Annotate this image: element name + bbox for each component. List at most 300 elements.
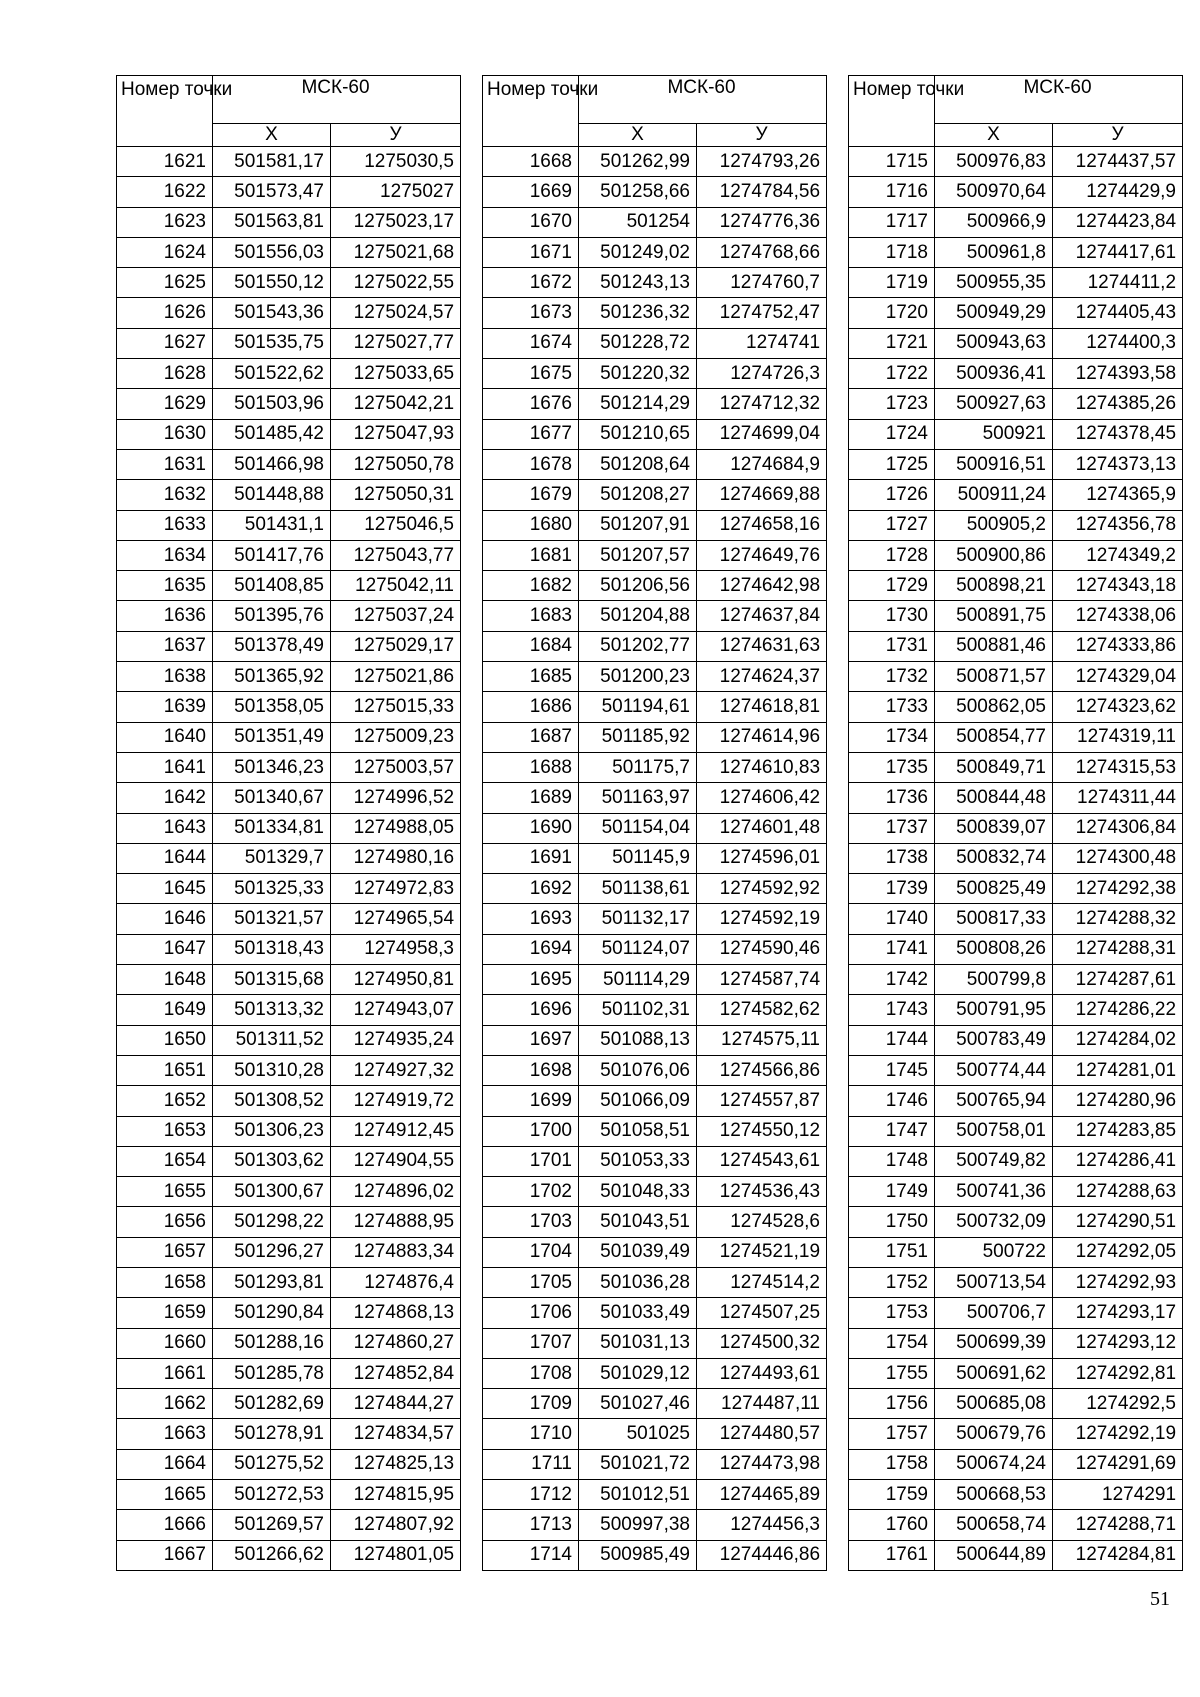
- y-coordinate-cell: 1274286,22: [1053, 995, 1183, 1025]
- y-coordinate-cell: 1274283,85: [1053, 1116, 1183, 1146]
- table-row: [849, 995, 1183, 1025]
- x-coordinate-cell: 501207,57: [579, 540, 697, 570]
- y-coordinate-cell: 1274624,37: [697, 662, 827, 692]
- point-number-cell: 1655: [117, 1177, 213, 1207]
- table-row: [483, 631, 827, 661]
- table-row: [483, 359, 827, 389]
- y-coordinate-cell: 1274669,88: [697, 480, 827, 510]
- x-coordinate-cell: 501395,76: [213, 601, 331, 631]
- y-coordinate-cell: 1274852,84: [331, 1358, 461, 1388]
- table-row: [483, 692, 827, 722]
- x-coordinate-cell: 501275,52: [213, 1449, 331, 1479]
- y-coordinate-cell: 1274844,27: [331, 1389, 461, 1419]
- point-number-cell: 1676: [483, 389, 579, 419]
- point-number-cell: 1685: [483, 662, 579, 692]
- point-number-cell: 1708: [483, 1358, 579, 1388]
- point-number-cell: 1669: [483, 177, 579, 207]
- point-number-cell: 1667: [117, 1540, 213, 1570]
- table-row: [483, 510, 827, 540]
- table-row: [117, 419, 461, 449]
- point-number-cell: 1675: [483, 359, 579, 389]
- y-coordinate-cell: 1275047,93: [331, 419, 461, 449]
- y-coordinate-cell: 1275015,33: [331, 692, 461, 722]
- point-number-cell: 1713: [483, 1510, 579, 1540]
- point-number-cell: 1727: [849, 510, 935, 540]
- table-row: [483, 1419, 827, 1449]
- table-row: [849, 1055, 1183, 1085]
- table-row: [483, 1146, 827, 1176]
- x-coordinate-cell: 501194,61: [579, 692, 697, 722]
- x-coordinate-cell: 501012,51: [579, 1480, 697, 1510]
- table-row: [849, 692, 1183, 722]
- x-coordinate-cell: 501431,1: [213, 510, 331, 540]
- y-coordinate-cell: 1275043,77: [331, 540, 461, 570]
- point-number-cell: 1626: [117, 298, 213, 328]
- y-coordinate-cell: 1274883,34: [331, 1237, 461, 1267]
- point-number-cell: 1636: [117, 601, 213, 631]
- x-coordinate-cell: 500808,26: [935, 934, 1053, 964]
- table-row: [849, 1025, 1183, 1055]
- x-coordinate-cell: 501132,17: [579, 904, 697, 934]
- point-number-cell: 1695: [483, 965, 579, 995]
- x-coordinate-cell: 501503,96: [213, 389, 331, 419]
- table-row: [117, 1146, 461, 1176]
- x-coordinate-cell: 500758,01: [935, 1116, 1053, 1146]
- table-row: [483, 843, 827, 873]
- point-number-cell: 1689: [483, 783, 579, 813]
- point-number-cell: 1628: [117, 359, 213, 389]
- table-row: [117, 328, 461, 358]
- y-coordinate-cell: 1274393,58: [1053, 359, 1183, 389]
- point-number-cell: 1753: [849, 1298, 935, 1328]
- table-row: [483, 722, 827, 752]
- point-number-cell: 1668: [483, 147, 579, 177]
- table-row: [849, 268, 1183, 298]
- point-number-cell: 1714: [483, 1540, 579, 1570]
- x-coordinate-cell: 501272,53: [213, 1480, 331, 1510]
- y-coordinate-cell: 1274284,81: [1053, 1540, 1183, 1570]
- table-row: [117, 480, 461, 510]
- point-number-cell: 1687: [483, 722, 579, 752]
- x-coordinate-cell: 501340,67: [213, 783, 331, 813]
- point-number-cell: 1625: [117, 268, 213, 298]
- table-row: [849, 904, 1183, 934]
- x-coordinate-cell: 501220,32: [579, 359, 697, 389]
- y-coordinate-cell: 1275009,23: [331, 722, 461, 752]
- table-row: [483, 662, 827, 692]
- table-row: [117, 1358, 461, 1388]
- table-row: [117, 1177, 461, 1207]
- point-number-cell: 1678: [483, 449, 579, 479]
- y-coordinate-cell: 1274557,87: [697, 1086, 827, 1116]
- table-row: [849, 631, 1183, 661]
- table-row: [117, 298, 461, 328]
- x-coordinate-cell: 501249,02: [579, 237, 697, 267]
- y-coordinate-cell: 1274965,54: [331, 904, 461, 934]
- x-coordinate-cell: 501033,49: [579, 1298, 697, 1328]
- point-number-cell: 1726: [849, 480, 935, 510]
- x-coordinate-cell: 500691,62: [935, 1358, 1053, 1388]
- y-coordinate-cell: 1274292,5: [1053, 1389, 1183, 1419]
- point-number-cell: 1710: [483, 1419, 579, 1449]
- point-number-cell: 1743: [849, 995, 935, 1025]
- page-number: 51: [1150, 1588, 1170, 1610]
- y-coordinate-cell: 1274288,32: [1053, 904, 1183, 934]
- table-row: [483, 1267, 827, 1297]
- x-coordinate-cell: 500774,44: [935, 1055, 1053, 1085]
- point-number-cell: 1679: [483, 480, 579, 510]
- y-coordinate-cell: 1274904,55: [331, 1146, 461, 1176]
- x-coordinate-cell: 501066,09: [579, 1086, 697, 1116]
- table-row: [483, 268, 827, 298]
- table-row: [849, 874, 1183, 904]
- x-coordinate-cell: 501573,47: [213, 177, 331, 207]
- x-coordinate-cell: 500849,71: [935, 752, 1053, 782]
- point-number-cell: 1761: [849, 1540, 935, 1570]
- x-coordinate-cell: 501036,28: [579, 1267, 697, 1297]
- point-number-cell: 1734: [849, 722, 935, 752]
- x-coordinate-cell: 501300,67: [213, 1177, 331, 1207]
- x-coordinate-cell: 500644,89: [935, 1540, 1053, 1570]
- point-number-cell: 1652: [117, 1086, 213, 1116]
- table-row: [117, 571, 461, 601]
- table-row: [117, 449, 461, 479]
- point-number-cell: 1720: [849, 298, 935, 328]
- table-row: [117, 783, 461, 813]
- table-row: [483, 752, 827, 782]
- y-coordinate-cell: 1274596,01: [697, 843, 827, 873]
- point-number-cell: 1706: [483, 1298, 579, 1328]
- x-coordinate-cell: 501228,72: [579, 328, 697, 358]
- point-number-cell: 1738: [849, 843, 935, 873]
- table-row: [849, 1480, 1183, 1510]
- table-row: [117, 722, 461, 752]
- point-number-cell: 1715: [849, 147, 935, 177]
- x-coordinate-cell: 501378,49: [213, 631, 331, 661]
- x-coordinate-cell: 501466,98: [213, 449, 331, 479]
- table-row: [117, 1267, 461, 1297]
- header-coordinate-system: МСК-60: [935, 76, 1183, 124]
- table-row: [849, 1328, 1183, 1358]
- y-coordinate-cell: 1274291: [1053, 1480, 1183, 1510]
- table-row: [849, 389, 1183, 419]
- y-coordinate-cell: 1274752,47: [697, 298, 827, 328]
- point-number-cell: 1723: [849, 389, 935, 419]
- y-coordinate-cell: 1274543,61: [697, 1146, 827, 1176]
- y-coordinate-cell: 1274807,92: [331, 1510, 461, 1540]
- y-coordinate-cell: 1274601,48: [697, 813, 827, 843]
- table-row: [117, 1449, 461, 1479]
- y-coordinate-cell: 1274614,96: [697, 722, 827, 752]
- table-row: [117, 237, 461, 267]
- y-coordinate-cell: 1274996,52: [331, 783, 461, 813]
- x-coordinate-cell: 500898,21: [935, 571, 1053, 601]
- point-number-cell: 1731: [849, 631, 935, 661]
- x-coordinate-cell: 500783,49: [935, 1025, 1053, 1055]
- y-coordinate-cell: 1274521,19: [697, 1237, 827, 1267]
- y-coordinate-cell: 1274658,16: [697, 510, 827, 540]
- table-row: [483, 298, 827, 328]
- point-number-cell: 1704: [483, 1237, 579, 1267]
- y-coordinate-cell: 1274333,86: [1053, 631, 1183, 661]
- point-number-cell: 1759: [849, 1480, 935, 1510]
- table-row: [849, 1207, 1183, 1237]
- header-coordinate-system: МСК-60: [579, 76, 827, 124]
- header-point-number: Номер точки: [483, 76, 579, 147]
- table-row: [117, 1540, 461, 1570]
- x-coordinate-cell: 500900,86: [935, 540, 1053, 570]
- y-coordinate-cell: 1275021,68: [331, 237, 461, 267]
- table-row: [849, 571, 1183, 601]
- point-number-cell: 1758: [849, 1449, 935, 1479]
- point-number-cell: 1671: [483, 237, 579, 267]
- y-coordinate-cell: 1275027,77: [331, 328, 461, 358]
- point-number-cell: 1660: [117, 1328, 213, 1358]
- point-number-cell: 1699: [483, 1086, 579, 1116]
- point-number-cell: 1696: [483, 995, 579, 1025]
- point-number-cell: 1691: [483, 843, 579, 873]
- y-coordinate-cell: 1274373,13: [1053, 449, 1183, 479]
- table-row: [849, 540, 1183, 570]
- x-coordinate-cell: 500817,33: [935, 904, 1053, 934]
- table-row: [849, 1086, 1183, 1116]
- point-number-cell: 1694: [483, 934, 579, 964]
- point-number-cell: 1623: [117, 207, 213, 237]
- y-coordinate-cell: 1274507,25: [697, 1298, 827, 1328]
- table-row: [849, 813, 1183, 843]
- table-row: [117, 1055, 461, 1085]
- point-number-cell: 1722: [849, 359, 935, 389]
- y-coordinate-cell: 1275030,5: [331, 147, 461, 177]
- y-coordinate-cell: 1274550,12: [697, 1116, 827, 1146]
- table-row: [117, 631, 461, 661]
- x-coordinate-cell: 501124,07: [579, 934, 697, 964]
- x-coordinate-cell: 501358,05: [213, 692, 331, 722]
- y-coordinate-cell: 1274315,53: [1053, 752, 1183, 782]
- x-coordinate-cell: 501021,72: [579, 1449, 697, 1479]
- point-number-cell: 1739: [849, 874, 935, 904]
- header-point-number: Номер точки: [117, 76, 213, 147]
- x-coordinate-cell: 500936,41: [935, 359, 1053, 389]
- table-row: [483, 1025, 827, 1055]
- point-number-cell: 1690: [483, 813, 579, 843]
- table-row: [483, 237, 827, 267]
- table-row: [117, 1419, 461, 1449]
- table-row: [483, 328, 827, 358]
- x-coordinate-cell: 501293,81: [213, 1267, 331, 1297]
- y-coordinate-cell: 1275029,17: [331, 631, 461, 661]
- x-coordinate-cell: 500976,83: [935, 147, 1053, 177]
- point-number-cell: 1712: [483, 1480, 579, 1510]
- table-row: [483, 1328, 827, 1358]
- x-coordinate-cell: 501076,06: [579, 1055, 697, 1085]
- table-row: [483, 1207, 827, 1237]
- table-row: [483, 207, 827, 237]
- x-coordinate-cell: 500765,94: [935, 1086, 1053, 1116]
- coordinates-table-2: [482, 75, 827, 1571]
- y-coordinate-cell: 1274684,9: [697, 449, 827, 479]
- y-coordinate-cell: 1274776,36: [697, 207, 827, 237]
- y-coordinate-cell: 1275050,31: [331, 480, 461, 510]
- point-number-cell: 1692: [483, 874, 579, 904]
- x-coordinate-cell: 501027,46: [579, 1389, 697, 1419]
- table-row: [117, 995, 461, 1025]
- x-coordinate-cell: 501550,12: [213, 268, 331, 298]
- point-number-cell: 1635: [117, 571, 213, 601]
- table-row: [117, 1389, 461, 1419]
- x-coordinate-cell: 500844,48: [935, 783, 1053, 813]
- x-coordinate-cell: 501298,22: [213, 1207, 331, 1237]
- y-coordinate-cell: 1274281,01: [1053, 1055, 1183, 1085]
- y-coordinate-cell: 1274768,66: [697, 237, 827, 267]
- header-y: У: [331, 124, 461, 147]
- y-coordinate-cell: 1274292,38: [1053, 874, 1183, 904]
- y-coordinate-cell: 1274288,63: [1053, 1177, 1183, 1207]
- y-coordinate-cell: 1274834,57: [331, 1419, 461, 1449]
- table-row: [849, 1449, 1183, 1479]
- y-coordinate-cell: 1274876,4: [331, 1267, 461, 1297]
- header-point-number: Номер точки: [849, 76, 935, 147]
- y-coordinate-cell: 1274500,32: [697, 1328, 827, 1358]
- y-coordinate-cell: 1275042,21: [331, 389, 461, 419]
- point-number-cell: 1751: [849, 1237, 935, 1267]
- point-number-cell: 1749: [849, 1177, 935, 1207]
- table-row: [117, 177, 461, 207]
- table-row: [849, 510, 1183, 540]
- y-coordinate-cell: 1274610,83: [697, 752, 827, 782]
- y-coordinate-cell: 1274288,31: [1053, 934, 1183, 964]
- table-row: [849, 207, 1183, 237]
- y-coordinate-cell: 1274637,84: [697, 601, 827, 631]
- point-number-cell: 1677: [483, 419, 579, 449]
- table-row: [483, 904, 827, 934]
- x-coordinate-cell: 500741,36: [935, 1177, 1053, 1207]
- point-number-cell: 1716: [849, 177, 935, 207]
- table-row: [117, 510, 461, 540]
- y-coordinate-cell: 1274575,11: [697, 1025, 827, 1055]
- x-coordinate-cell: 501138,61: [579, 874, 697, 904]
- x-coordinate-cell: 501163,97: [579, 783, 697, 813]
- point-number-cell: 1736: [849, 783, 935, 813]
- x-coordinate-cell: 501202,77: [579, 631, 697, 661]
- point-number-cell: 1650: [117, 1025, 213, 1055]
- x-coordinate-cell: 500961,8: [935, 237, 1053, 267]
- x-coordinate-cell: 501290,84: [213, 1298, 331, 1328]
- y-coordinate-cell: 1274385,26: [1053, 389, 1183, 419]
- point-number-cell: 1711: [483, 1449, 579, 1479]
- table-row: [117, 904, 461, 934]
- table-row: [849, 147, 1183, 177]
- y-coordinate-cell: 1274815,95: [331, 1480, 461, 1510]
- x-coordinate-cell: 500679,76: [935, 1419, 1053, 1449]
- y-coordinate-cell: 1274950,81: [331, 965, 461, 995]
- x-coordinate-cell: 500943,63: [935, 328, 1053, 358]
- y-coordinate-cell: 1274566,86: [697, 1055, 827, 1085]
- x-coordinate-cell: 501365,92: [213, 662, 331, 692]
- point-number-cell: 1756: [849, 1389, 935, 1419]
- point-number-cell: 1647: [117, 934, 213, 964]
- y-coordinate-cell: 1274868,13: [331, 1298, 461, 1328]
- table-row: [117, 601, 461, 631]
- point-number-cell: 1752: [849, 1267, 935, 1297]
- table-row: [117, 1480, 461, 1510]
- point-number-cell: 1665: [117, 1480, 213, 1510]
- table-row: [483, 1237, 827, 1267]
- table-row: [483, 1449, 827, 1479]
- coordinates-table-1: [116, 75, 461, 1571]
- y-coordinate-cell: 1274958,3: [331, 934, 461, 964]
- x-coordinate-cell: 501058,51: [579, 1116, 697, 1146]
- table-row: [117, 662, 461, 692]
- x-coordinate-cell: 501311,52: [213, 1025, 331, 1055]
- point-number-cell: 1686: [483, 692, 579, 722]
- x-coordinate-cell: 500839,07: [935, 813, 1053, 843]
- point-number-cell: 1737: [849, 813, 935, 843]
- table-row: [849, 1389, 1183, 1419]
- y-coordinate-cell: 1274699,04: [697, 419, 827, 449]
- point-number-cell: 1666: [117, 1510, 213, 1540]
- y-coordinate-cell: 1274293,12: [1053, 1328, 1183, 1358]
- y-coordinate-cell: 1275022,55: [331, 268, 461, 298]
- y-coordinate-cell: 1274912,45: [331, 1116, 461, 1146]
- point-number-cell: 1654: [117, 1146, 213, 1176]
- point-number-cell: 1661: [117, 1358, 213, 1388]
- x-coordinate-cell: 501543,36: [213, 298, 331, 328]
- x-coordinate-cell: 501145,9: [579, 843, 697, 873]
- point-number-cell: 1744: [849, 1025, 935, 1055]
- x-coordinate-cell: 501334,81: [213, 813, 331, 843]
- x-coordinate-cell: 500749,82: [935, 1146, 1053, 1176]
- x-coordinate-cell: 501048,33: [579, 1177, 697, 1207]
- y-coordinate-cell: 1274287,61: [1053, 965, 1183, 995]
- point-number-cell: 1673: [483, 298, 579, 328]
- x-coordinate-cell: 500706,7: [935, 1298, 1053, 1328]
- x-coordinate-cell: 500668,53: [935, 1480, 1053, 1510]
- point-number-cell: 1683: [483, 601, 579, 631]
- x-coordinate-cell: 501303,62: [213, 1146, 331, 1176]
- y-coordinate-cell: 1274306,84: [1053, 813, 1183, 843]
- point-number-cell: 1730: [849, 601, 935, 631]
- y-coordinate-cell: 1274592,19: [697, 904, 827, 934]
- y-coordinate-cell: 1274356,78: [1053, 510, 1183, 540]
- y-coordinate-cell: 1274592,92: [697, 874, 827, 904]
- table-row: [849, 1298, 1183, 1328]
- x-coordinate-cell: 501114,29: [579, 965, 697, 995]
- x-coordinate-cell: 501025: [579, 1419, 697, 1449]
- y-coordinate-cell: 1274465,89: [697, 1480, 827, 1510]
- point-number-cell: 1742: [849, 965, 935, 995]
- x-coordinate-cell: 501581,17: [213, 147, 331, 177]
- table-row: [117, 1116, 461, 1146]
- x-coordinate-cell: 501346,23: [213, 752, 331, 782]
- point-number-cell: 1640: [117, 722, 213, 752]
- point-number-cell: 1725: [849, 449, 935, 479]
- x-coordinate-cell: 501154,04: [579, 813, 697, 843]
- y-coordinate-cell: 1274935,24: [331, 1025, 461, 1055]
- x-coordinate-cell: 501288,16: [213, 1328, 331, 1358]
- point-number-cell: 1717: [849, 207, 935, 237]
- y-coordinate-cell: 1274587,74: [697, 965, 827, 995]
- point-number-cell: 1705: [483, 1267, 579, 1297]
- x-coordinate-cell: 501243,13: [579, 268, 697, 298]
- x-coordinate-cell: 500949,29: [935, 298, 1053, 328]
- y-coordinate-cell: 1274417,61: [1053, 237, 1183, 267]
- point-number-cell: 1718: [849, 237, 935, 267]
- x-coordinate-cell: 501310,28: [213, 1055, 331, 1085]
- x-coordinate-cell: 501556,03: [213, 237, 331, 267]
- table-row: [483, 419, 827, 449]
- table-row: [117, 1025, 461, 1055]
